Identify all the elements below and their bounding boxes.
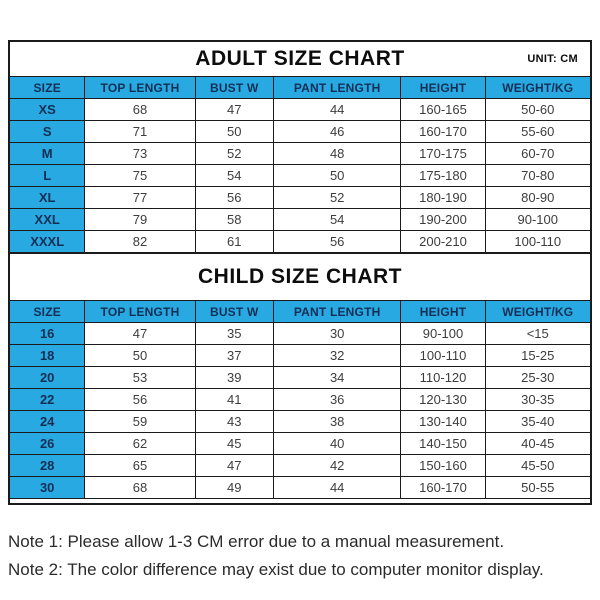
value-cell: 77 (85, 187, 195, 209)
column-header-bust-w: BUST W (196, 77, 274, 99)
column-header-weight: WEIGHT/KG (486, 77, 590, 99)
child-title-row (10, 253, 590, 301)
value-cell: 46 (274, 121, 402, 143)
value-cell: 25-30 (486, 367, 590, 389)
adult-title-row (10, 42, 590, 77)
value-cell: 73 (85, 143, 195, 165)
value-cell: 55-60 (486, 121, 590, 143)
value-cell: 82 (85, 231, 195, 253)
size-cell: L (10, 165, 85, 187)
value-cell: 53 (85, 367, 195, 389)
value-cell: 15-25 (486, 345, 590, 367)
value-cell: 100-110 (486, 231, 590, 253)
value-cell: 47 (196, 455, 274, 477)
column-header-pant-length: PANT LENGTH (274, 301, 402, 323)
value-cell: 44 (274, 99, 402, 121)
column-header-height: HEIGHT (401, 301, 485, 323)
value-cell: 38 (274, 411, 402, 433)
value-cell: 44 (274, 477, 402, 499)
value-cell: 40-45 (486, 433, 590, 455)
value-cell: 45 (196, 433, 274, 455)
value-cell: 175-180 (401, 165, 485, 187)
value-cell: 160-165 (401, 99, 485, 121)
value-cell: 40 (274, 433, 402, 455)
value-cell: 48 (274, 143, 402, 165)
value-cell: 36 (274, 389, 402, 411)
value-cell: 71 (85, 121, 195, 143)
value-cell: <15 (486, 323, 590, 345)
size-cell: 20 (10, 367, 85, 389)
value-cell: 75 (85, 165, 195, 187)
value-cell: 50-55 (486, 477, 590, 499)
size-chart-box (8, 40, 592, 505)
value-cell: 80-90 (486, 187, 590, 209)
value-cell: 60-70 (486, 143, 590, 165)
notes-section (8, 528, 592, 584)
note-2: Note 2: The color difference may exist due to computer monitor display. (8, 560, 544, 579)
value-cell: 160-170 (401, 477, 485, 499)
value-cell: 150-160 (401, 455, 485, 477)
value-cell: 30 (274, 323, 402, 345)
column-header-weight: WEIGHT/KG (486, 301, 590, 323)
value-cell: 42 (274, 455, 402, 477)
value-cell: 79 (85, 209, 195, 231)
value-cell: 61 (196, 231, 274, 253)
value-cell: 54 (274, 209, 402, 231)
size-cell: XS (10, 99, 85, 121)
value-cell: 39 (196, 367, 274, 389)
size-cell: S (10, 121, 85, 143)
size-cell: XXXL (10, 231, 85, 253)
value-cell: 130-140 (401, 411, 485, 433)
note-1: Note 1: Please allow 1-3 CM error due to a manual measurement. (8, 532, 505, 551)
size-cell: M (10, 143, 85, 165)
size-cell: 28 (10, 455, 85, 477)
size-cell: XXL (10, 209, 85, 231)
value-cell: 90-100 (486, 209, 590, 231)
size-cell: 26 (10, 433, 85, 455)
adult-chart-title: ADULT SIZE CHART (195, 47, 405, 70)
value-cell: 62 (85, 433, 195, 455)
column-header-height: HEIGHT (401, 77, 485, 99)
value-cell: 52 (274, 187, 402, 209)
value-cell: 56 (274, 231, 402, 253)
value-cell: 200-210 (401, 231, 485, 253)
column-header-bust-w: BUST W (196, 301, 274, 323)
value-cell: 49 (196, 477, 274, 499)
unit-label: UNIT: CM (527, 53, 578, 65)
size-cell: 30 (10, 477, 85, 499)
value-cell: 180-190 (401, 187, 485, 209)
size-cell: 18 (10, 345, 85, 367)
child-chart-title: CHILD SIZE CHART (198, 265, 402, 288)
child-size-table (10, 301, 590, 499)
column-header-size: SIZE (10, 77, 85, 99)
value-cell: 120-130 (401, 389, 485, 411)
value-cell: 34 (274, 367, 402, 389)
value-cell: 190-200 (401, 209, 485, 231)
value-cell: 65 (85, 455, 195, 477)
value-cell: 58 (196, 209, 274, 231)
value-cell: 70-80 (486, 165, 590, 187)
value-cell: 50 (85, 345, 195, 367)
value-cell: 160-170 (401, 121, 485, 143)
value-cell: 50-60 (486, 99, 590, 121)
value-cell: 30-35 (486, 389, 590, 411)
value-cell: 68 (85, 477, 195, 499)
value-cell: 32 (274, 345, 402, 367)
column-header-top-length: TOP LENGTH (85, 301, 195, 323)
value-cell: 90-100 (401, 323, 485, 345)
value-cell: 100-110 (401, 345, 485, 367)
size-cell: XL (10, 187, 85, 209)
value-cell: 59 (85, 411, 195, 433)
value-cell: 50 (274, 165, 402, 187)
value-cell: 50 (196, 121, 274, 143)
value-cell: 110-120 (401, 367, 485, 389)
value-cell: 35 (196, 323, 274, 345)
value-cell: 35-40 (486, 411, 590, 433)
size-cell: 22 (10, 389, 85, 411)
size-cell: 16 (10, 323, 85, 345)
value-cell: 37 (196, 345, 274, 367)
value-cell: 56 (85, 389, 195, 411)
value-cell: 68 (85, 99, 195, 121)
table-bottom-strip (10, 499, 590, 503)
column-header-pant-length: PANT LENGTH (274, 77, 402, 99)
value-cell: 43 (196, 411, 274, 433)
value-cell: 52 (196, 143, 274, 165)
value-cell: 47 (85, 323, 195, 345)
value-cell: 140-150 (401, 433, 485, 455)
value-cell: 170-175 (401, 143, 485, 165)
value-cell: 54 (196, 165, 274, 187)
column-header-top-length: TOP LENGTH (85, 77, 195, 99)
value-cell: 47 (196, 99, 274, 121)
value-cell: 56 (196, 187, 274, 209)
value-cell: 41 (196, 389, 274, 411)
value-cell: 45-50 (486, 455, 590, 477)
size-cell: 24 (10, 411, 85, 433)
adult-size-table (10, 77, 590, 253)
column-header-size: SIZE (10, 301, 85, 323)
